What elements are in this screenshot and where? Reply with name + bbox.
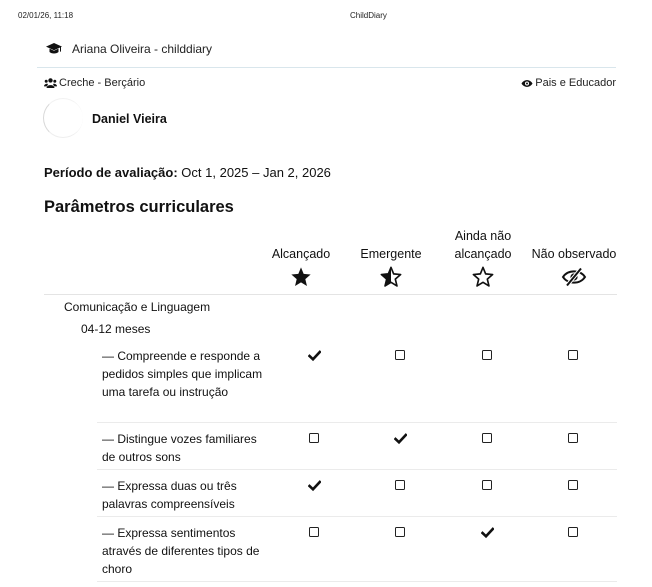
table-header-divider bbox=[44, 294, 617, 295]
period-value: Oct 1, 2025 – Jan 2, 2026 bbox=[181, 165, 331, 180]
star-half-icon bbox=[380, 266, 402, 288]
print-header bbox=[18, 11, 634, 23]
visibility-label: Pais e Educador bbox=[535, 77, 616, 89]
avatar bbox=[43, 98, 83, 138]
checkbox-empty[interactable] bbox=[395, 527, 405, 537]
users-icon bbox=[44, 78, 57, 88]
checkbox-empty[interactable] bbox=[482, 480, 492, 490]
checkbox-empty[interactable] bbox=[568, 527, 578, 537]
eye-icon bbox=[521, 79, 533, 88]
curriculum-area: Comunicação e Linguagem bbox=[64, 300, 211, 314]
teacher-line bbox=[46, 42, 212, 56]
row-divider bbox=[97, 516, 617, 517]
item-text: — Expressa duas ou três palavras compreensíveis bbox=[102, 479, 237, 511]
checkbox-empty[interactable] bbox=[395, 480, 405, 490]
class-group-name: Creche - Berçário bbox=[59, 77, 146, 89]
checkbox-empty[interactable] bbox=[568, 433, 578, 443]
table-row bbox=[97, 347, 617, 423]
checkbox-empty[interactable] bbox=[568, 350, 578, 360]
item-text: — Compreende e responde a pedidos simples que implicam uma tarefa ou instrução bbox=[102, 349, 263, 399]
visibility-info bbox=[521, 77, 616, 89]
row-divider bbox=[97, 469, 617, 470]
checkmark-icon[interactable] bbox=[394, 432, 407, 445]
checkbox-empty[interactable] bbox=[309, 433, 319, 443]
row-divider bbox=[97, 422, 617, 423]
age-group: 04-12 meses bbox=[81, 322, 151, 336]
table-row bbox=[97, 430, 617, 470]
section-title: Parâmetros curriculares bbox=[44, 198, 234, 216]
header-divider bbox=[37, 67, 616, 68]
item-text: — Distingue vozes familiares de outros sons bbox=[102, 432, 257, 464]
graduation-cap-icon bbox=[46, 43, 62, 55]
table-row bbox=[97, 477, 617, 517]
column-not-achieved bbox=[438, 227, 528, 288]
eye-slash-icon bbox=[561, 266, 587, 288]
column-not-achieved-label: Ainda não alcançado bbox=[454, 229, 512, 261]
column-achieved-label: Alcançado bbox=[271, 247, 331, 261]
print-title: ChildDiary bbox=[350, 11, 387, 20]
evaluation-period bbox=[44, 165, 331, 180]
checkmark-icon[interactable] bbox=[308, 349, 321, 362]
column-achieved bbox=[256, 227, 346, 288]
star-filled-icon bbox=[290, 266, 312, 288]
checkbox-empty[interactable] bbox=[482, 433, 492, 443]
checkbox-empty[interactable] bbox=[395, 350, 405, 360]
checkbox-empty[interactable] bbox=[482, 350, 492, 360]
class-group bbox=[44, 77, 145, 89]
teacher-name: Ariana Oliveira - childdiary bbox=[72, 42, 213, 56]
child-name: Daniel Vieira bbox=[92, 112, 167, 126]
star-outline-icon bbox=[472, 266, 494, 288]
column-not-observed bbox=[529, 227, 619, 288]
column-emerging-label: Emergente bbox=[360, 247, 422, 261]
item-text: — Expressa sentimentos através de diferentes tipos de choro bbox=[102, 526, 260, 576]
checkbox-empty[interactable] bbox=[568, 480, 578, 490]
print-date: 02/01/26, 11:18 bbox=[18, 11, 74, 20]
checkbox-empty[interactable] bbox=[309, 527, 319, 537]
column-emerging bbox=[346, 227, 436, 288]
column-not-observed-label: Não observado bbox=[531, 247, 617, 261]
row-divider bbox=[97, 581, 617, 582]
checkmark-icon[interactable] bbox=[481, 526, 494, 539]
checkmark-icon[interactable] bbox=[308, 479, 321, 492]
period-label: Período de avaliação: bbox=[44, 165, 178, 180]
table-row bbox=[97, 524, 617, 582]
